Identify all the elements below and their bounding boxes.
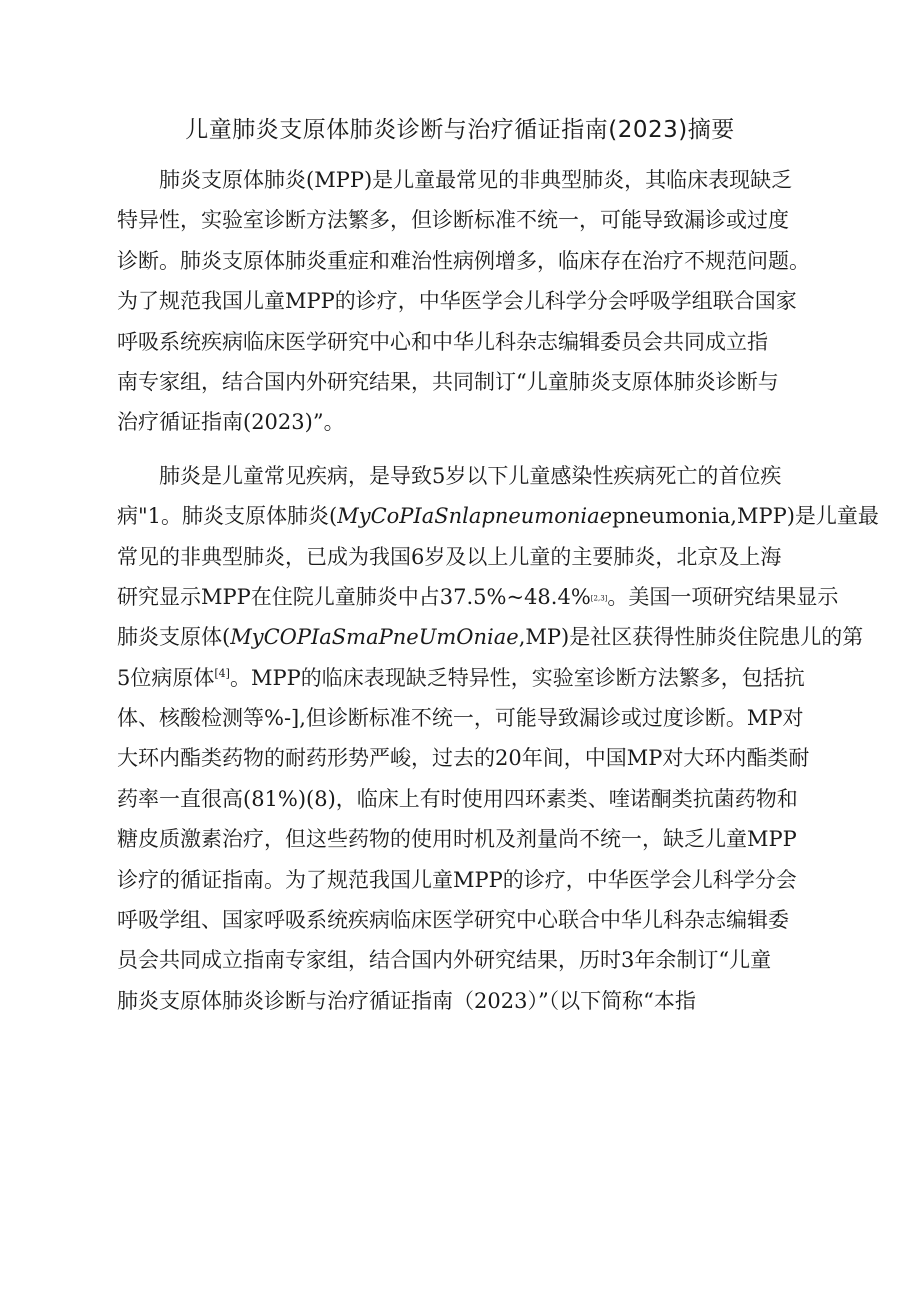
text-span: 病"1。肺炎支原体肺炎( xyxy=(117,504,338,529)
latin-name-italic: MyCoPIaSnlapneumoniae xyxy=(337,504,613,529)
paragraph-2-line: 大环内酯类药物的耐药形势严峻，过去的20年间，中国MP对大环内酯类耐 xyxy=(117,746,810,771)
document-body xyxy=(117,160,879,1021)
latin-name-italic: MyCOPIaSmaPneUmOniae xyxy=(230,625,519,650)
paragraph-spacer xyxy=(117,443,807,456)
text-span: 研究显示MPP在住院儿童肺炎中占37.5%~48.4% xyxy=(117,584,591,609)
paragraph-2-line: 呼吸学组、国家呼吸系统疾病临床医学研究中心联合中华儿科杂志编辑委 xyxy=(117,908,789,933)
paragraph-2-line xyxy=(117,658,807,698)
paragraph-1-line: 肺炎支原体肺炎(MPP)是儿童最常见的非典型肺炎，其临床表现缺乏 xyxy=(159,168,793,192)
paragraph-1-line: 诊断。肺炎支原体肺炎重症和难治性病例增多，临床存在治疗不规范问题。 xyxy=(117,248,810,273)
paragraph-1-line: 治疗循证指南(2023)”。 xyxy=(117,410,345,435)
paragraph-1-line: 呼吸系统疾病临床医学研究中心和中华儿科杂志编辑委员会共同成立指 xyxy=(117,329,768,354)
text-span: 肺炎支原体( xyxy=(117,625,231,650)
citation-ref: [4] xyxy=(214,666,230,680)
paragraph-2-line: 体、核酸检测等%-],但诊断标准不统一，可能导致漏诊或过度诊断。MP对 xyxy=(117,706,804,731)
paragraph-2-line: 药率一直很高(81%)(8)，临床上有时使用四环素类、喹诺酮类抗菌药物和 xyxy=(117,786,798,811)
paragraph-2-line: 常见的非典型肺炎，已成为我国6岁及以上儿童的主要肺炎，北京及上海 xyxy=(117,544,782,569)
text-span: 。美国一项研究结果显示 xyxy=(607,584,839,609)
text-span: pneumonia,MPP)是儿童最 xyxy=(612,504,879,529)
paragraph-2-line: 糖皮质激素治疗，但这些药物的使用时机及剂量尚不统一，缺乏儿童MPP xyxy=(117,827,797,852)
paragraph-2-line xyxy=(117,577,839,617)
citation-ref: [2,3] xyxy=(590,594,608,603)
paragraph-2-line: 诊疗的循证指南。为了规范我国儿童MPP的诊疗，中华医学会儿科学分会 xyxy=(117,867,797,892)
text-span: 。MPP的临床表现缺乏特异性，实验室诊断方法繁多，包括抗 xyxy=(229,665,805,690)
document-title: 儿童肺炎支原体肺炎诊断与治疗循证指南(2023)摘要 xyxy=(185,117,735,143)
paragraph-1-line: 特异性，实验室诊断方法繁多，但诊断标准不统一，可能导致漏诊或过度 xyxy=(117,208,789,233)
paragraph-2-line: 肺炎是儿童常见疾病，是导致5岁以下儿童感染性疾病死亡的首位疾 xyxy=(159,463,782,488)
paragraph-1-line: 为了规范我国儿童MPP的诊疗，中华医学会儿科学分会呼吸学组联合国家 xyxy=(117,289,797,314)
paragraph-2-line xyxy=(117,496,879,536)
paragraph-2-line: 肺炎支原体肺炎诊断与治疗循证指南（2023）”（以下简称“本指 xyxy=(117,988,696,1013)
paragraph-2-line: 员会共同成立指南专家组，结合国内外研究结果，历时3年余制订“儿童 xyxy=(117,948,772,973)
paragraph-1-line: 南专家组，结合国内外研究结果，共同制订“儿童肺炎支原体肺炎诊断与 xyxy=(117,369,779,394)
text-span: 5位病原体 xyxy=(117,665,215,690)
text-span: ,MP)是社区获得性肺炎住院患儿的第 xyxy=(518,625,864,650)
paragraph-2-line xyxy=(117,617,864,657)
